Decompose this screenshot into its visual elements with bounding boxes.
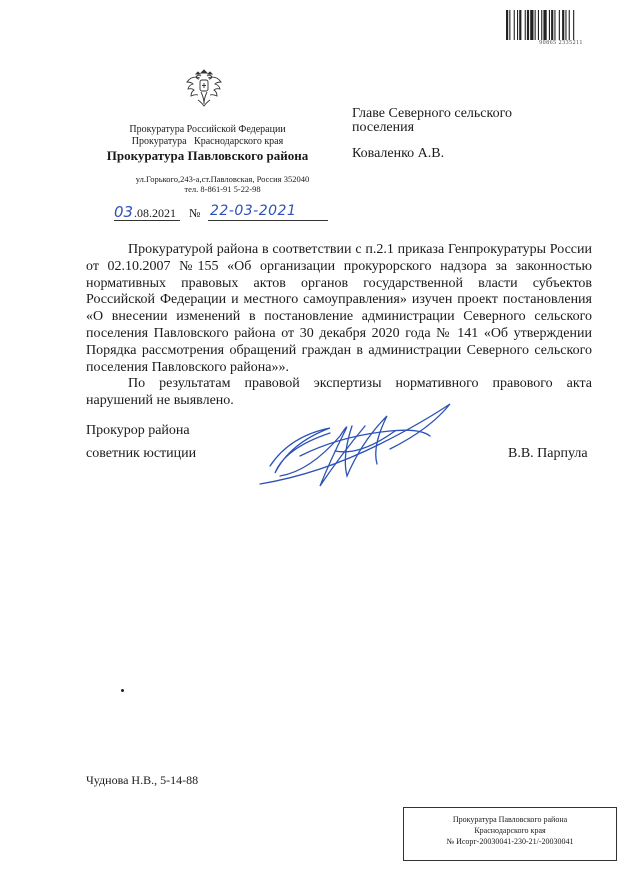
- barcode-image: [505, 10, 617, 40]
- body-paragraph-1: Прокуратурой района в соответствии с п.2.1 приказа Генпрокуратуры России от 02.10.2007 №155 «Об организации прокурорского надзора за законностью нормативных правовых актов органов государственной власти субъектов Российской Федерации и местного самоуправления» изучен проект постановления «О внесении изменений в постановление администрации Северного сельского поселения Павловского района от 30 декабря 2020 года № 141 «Об утверждении Порядка рассмотрения обращений граждан в администрации Северного сельского поселения Павловского района»».: [86, 242, 592, 375]
- barcode-bar: [527, 10, 529, 40]
- scan-dot: [121, 689, 124, 692]
- sender-address: ул.Горького,243-а,ст.Павловская, Россия 352040: [135, 174, 310, 184]
- letter-body: [86, 242, 592, 410]
- barcode-bar: [509, 10, 510, 40]
- body-paragraph-2: По результатам правовой экспертизы нормативного правового акта нарушений не выявлено.: [86, 376, 592, 409]
- barcode-bar: [535, 10, 536, 40]
- signer-title-line2: советник юстиции: [86, 446, 197, 461]
- signer-name: В.В. Парпула: [508, 446, 588, 461]
- registration-stamp: [403, 807, 617, 861]
- document-number-handwritten: 22-03-2021: [210, 203, 297, 219]
- barcode-bar: [514, 10, 515, 40]
- barcode-bar: [525, 10, 526, 40]
- sender-phone: тел. 8-861-91 5-22-98: [184, 184, 261, 194]
- handwritten-signature-image: [240, 396, 460, 491]
- barcode-number: 90865 2335211: [539, 40, 583, 46]
- barcode-bar: [549, 10, 550, 40]
- barcode-bar: [506, 10, 508, 40]
- date-printed: .08.2021: [134, 206, 176, 220]
- barcode-bar: [565, 10, 566, 40]
- date-day-handwritten: 03: [114, 203, 134, 221]
- barcode-bar: [554, 10, 555, 40]
- signer-title-line1: Прокурор района: [86, 423, 190, 438]
- number-sign: №: [189, 206, 201, 220]
- executor-contact: Чуднова Н.В., 5-14-88: [86, 773, 199, 787]
- barcode-bar: [517, 10, 518, 40]
- number-underline: [208, 220, 328, 221]
- russian-emblem-icon: [185, 66, 223, 108]
- recipient-name: Коваленко А.В.: [352, 146, 445, 161]
- sender-org-title: Прокуратура Павловского района: [106, 148, 309, 163]
- barcode-bar: [543, 10, 546, 40]
- sender-org-line1: Прокуратура Российской Федерации: [129, 124, 286, 135]
- stamp-line3: № Исорг-20030041-230-21/-20030041: [446, 837, 574, 846]
- barcode-bar: [569, 10, 570, 40]
- barcode-bar: [562, 10, 564, 40]
- recipient-line1: Главе Северного сельского: [352, 106, 513, 121]
- recipient-line2: поселения: [352, 120, 415, 135]
- sender-org-line2: Прокуратура Краснодарского края: [131, 136, 284, 147]
- barcode-bar: [573, 10, 574, 40]
- barcode-bar: [519, 10, 521, 40]
- stamp-line1: Прокуратура Павловского района: [452, 815, 568, 824]
- barcode-bar: [541, 10, 542, 40]
- date-underline: [114, 220, 180, 221]
- barcode-bar: [551, 10, 553, 40]
- stamp-line2: Краснодарского края: [474, 826, 546, 835]
- barcode-bar: [530, 10, 533, 40]
- barcode-bar: [538, 10, 539, 40]
- barcode-bar: [559, 10, 560, 40]
